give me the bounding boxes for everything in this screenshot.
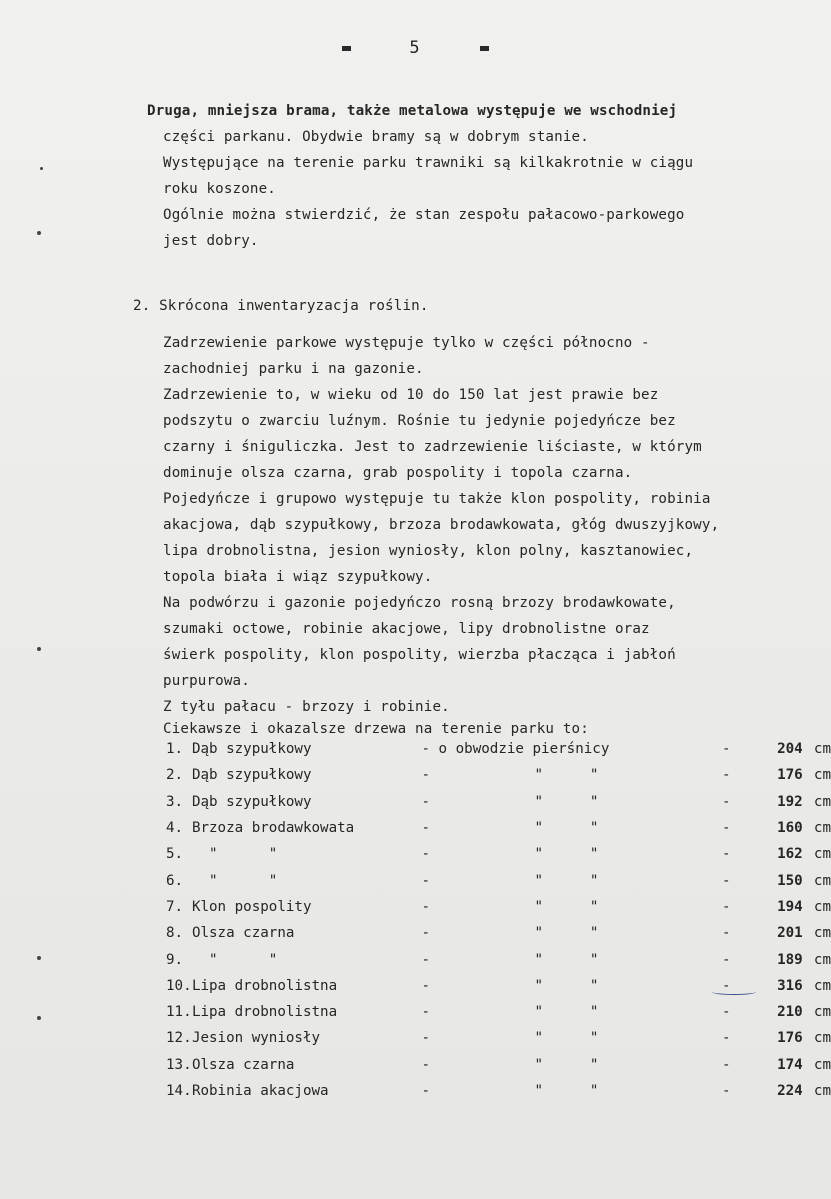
body-line: Zadrzewienie parkowe występuje tylko w części północno - [163,335,650,351]
value-separator: - [721,951,731,968]
margin-mark [37,956,41,960]
header-dash-right [480,46,489,51]
margin-mark [37,1016,41,1020]
body-line: czarny i śniguliczka. Jest to zadrzewienie liściaste, w którym [163,439,702,455]
measure-note: - [421,846,431,863]
trees-table [166,736,831,1104]
unit-label: cm [813,872,831,889]
body-line: Z tyłu pałacu - brzozy i robinie. [163,699,450,715]
body-line: purpurowa. [163,673,250,689]
tree-species: Olsza czarna [191,925,295,942]
body-line: Na podwórzu i gazonie pojedyńczo rosną brzozy brodawkowate, [163,595,676,611]
body-line: Pojedyńcze i grupowo występuje tu także klon pospolity, robinia [163,491,711,507]
table-row [166,867,831,893]
measure-note: - [421,898,431,915]
tree-number: 3. [166,793,184,810]
body-line: Zadrzewienie to, w wieku od 10 do 150 lat jest prawie bez [163,387,659,403]
tree-number: 9. [166,951,184,968]
tree-species: Dąb szypułkowy [191,741,312,758]
ditto-mark: " [589,846,599,863]
tree-number: 2. [166,767,184,784]
value-separator: - [721,872,731,889]
tree-species: Klon pospolity [191,898,312,915]
measure-note: - [421,1030,431,1047]
measure-note: - [421,925,431,942]
table-row [166,999,831,1025]
ditto-mark: " [534,820,544,837]
ditto-mark: " [589,1083,599,1099]
tree-species: Brzoza brodawkowata [191,820,355,837]
ditto-mark: " [534,793,544,810]
tree-species: Robinia akacjowa [191,1083,329,1099]
ditto-mark: " [589,977,599,994]
circumference-value: 192 [777,793,803,810]
unit-label: cm [813,793,831,810]
tree-species: Lipa drobnolistna [191,1004,338,1021]
table-row [166,789,831,815]
measure-note: - [421,767,431,784]
unit-label: cm [813,767,831,784]
ditto-mark: " [534,898,544,915]
tree-number: 6. [166,872,184,889]
circumference-value: 316 [777,977,803,994]
circumference-value: 189 [777,951,803,968]
tree-number: 8. [166,925,184,942]
ditto-mark: " [534,977,544,994]
body-line: akacjowa, dąb szypułkowy, brzoza brodawkowata, głóg dwuszyjkowy, [163,517,720,533]
table-row [166,841,831,867]
intro-line: roku koszone. [163,181,276,197]
table-row [166,973,831,999]
body-line: topola biała i wiąz szypułkowy. [163,569,433,585]
header-dash-left [342,46,351,51]
measure-note: - [421,1056,431,1073]
tree-species: Dąb szypułkowy [191,767,312,784]
margin-mark [37,231,41,235]
table-row [166,894,831,920]
value-separator: - [721,846,731,863]
ditto-mark: " [534,1056,544,1073]
tree-species: Dąb szypułkowy [191,793,312,810]
tree-number: 4. [166,820,184,837]
tree-species: " " [191,846,278,863]
circumference-value: 204 [777,741,803,758]
tree-species: Olsza czarna [191,1056,295,1073]
tree-species: " " [191,872,278,889]
ditto-mark: " [534,872,544,889]
circumference-value: 162 [777,846,803,863]
table-row [166,815,831,841]
unit-label: cm [813,1030,831,1047]
circumference-value: 176 [777,1030,803,1047]
table-row [166,1025,831,1051]
ditto-mark: " [589,951,599,968]
margin-mark [40,167,43,170]
tree-number: 5. [166,846,184,863]
circumference-value: 194 [777,898,803,915]
circumference-value: 176 [777,767,803,784]
ditto-mark: " [589,1030,599,1047]
value-separator: - [721,741,731,758]
circumference-value: 201 [777,925,803,942]
ditto-mark: " [534,1030,544,1047]
ditto-mark: " [534,1083,544,1099]
measure-note: - [421,951,431,968]
tree-number: 13. [166,1056,192,1073]
unit-label: cm [813,1056,831,1073]
value-separator: - [721,1004,731,1021]
intro-line: jest dobry. [163,233,259,249]
measure-note: - [421,793,431,810]
body-line: dominuje olsza czarna, grab pospolity i topola czarna. [163,465,633,481]
tree-number: 7. [166,898,184,915]
unit-label: cm [813,820,831,837]
tree-number: 12. [166,1030,192,1047]
tree-species: Jesion wyniosły [191,1030,321,1047]
section-heading: 2. Skrócona inwentaryzacja roślin. [133,298,429,314]
body-line: szumaki octowe, robinie akacjowe, lipy drobnolistne oraz [163,621,650,637]
handwritten-underline [712,989,756,995]
intro-line: Ogólnie można stwierdzić, że stan zespołu pałacowo-parkowego [163,207,685,223]
tree-species: " " [191,951,278,968]
unit-label: cm [813,846,831,863]
circumference-value: 150 [777,872,803,889]
unit-label: cm [813,1004,831,1021]
table-row [166,946,831,972]
circumference-value: 224 [777,1083,803,1099]
tree-number: 14. [166,1083,192,1099]
ditto-mark: " [589,820,599,837]
unit-label: cm [813,977,831,994]
circumference-value: 210 [777,1004,803,1021]
value-separator: - [721,898,731,915]
unit-label: cm [813,925,831,942]
page-header [0,38,831,58]
intro-line: Występujące na terenie parku trawniki są kilkakrotnie w ciągu [163,155,694,171]
ditto-mark: " [589,793,599,810]
tree-number: 10. [166,977,192,994]
ditto-mark: " [589,1056,599,1073]
body-line: świerk pospolity, klon pospolity, wierzba płacząca i jabłoń [163,647,676,663]
circumference-value: 160 [777,820,803,837]
ditto-mark: " [534,846,544,863]
intro-line: Druga, mniejsza brama, także metalowa występuje we wschodniej [147,103,678,119]
ditto-mark: " [589,767,599,784]
value-separator: - [721,767,731,784]
measure-note: - [421,820,431,837]
value-separator: - [721,1056,731,1073]
measure-note: - [421,977,431,994]
table-row [166,736,831,762]
circumference-value: 174 [777,1056,803,1073]
measure-note: - [421,1083,431,1099]
unit-label: cm [813,898,831,915]
value-separator: - [721,1083,731,1099]
table-row [166,920,831,946]
page-number: 5 [409,38,422,58]
tree-species: Lipa drobnolistna [191,977,338,994]
body-line: Ciekawsze i okazalsze drzewa na terenie parku to: [163,721,589,737]
unit-label: cm [813,951,831,968]
value-separator: - [721,793,731,810]
ditto-mark: " [589,898,599,915]
value-separator: - [721,820,731,837]
value-separator: - [721,925,731,942]
value-separator: - [721,977,731,994]
intro-line: części parkanu. Obydwie bramy są w dobrym stanie. [163,129,589,145]
measure-note: - o obwodzie pierśnicy [421,741,610,758]
measure-note: - [421,872,431,889]
measure-note: - [421,1004,431,1021]
ditto-mark: " [589,925,599,942]
tree-number: 11. [166,1004,192,1021]
ditto-mark: " [534,1004,544,1021]
margin-mark [37,647,41,651]
ditto-mark: " [534,951,544,968]
tree-number: 1. [166,741,184,758]
table-row [166,1078,831,1104]
ditto-mark: " [589,872,599,889]
unit-label: cm [813,741,831,758]
body-line: podszytu o zwarciu luźnym. Rośnie tu jedynie pojedyńcze bez [163,413,676,429]
unit-label: cm [813,1083,831,1099]
body-line: lipa drobnolistna, jesion wyniosły, klon polny, kasztanowiec, [163,543,694,559]
ditto-mark: " [534,925,544,942]
ditto-mark: " [534,767,544,784]
body-line: zachodniej parku i na gazonie. [163,361,424,377]
value-separator: - [721,1030,731,1047]
table-row [166,762,831,788]
table-row [166,1052,831,1078]
ditto-mark: " [589,1004,599,1021]
